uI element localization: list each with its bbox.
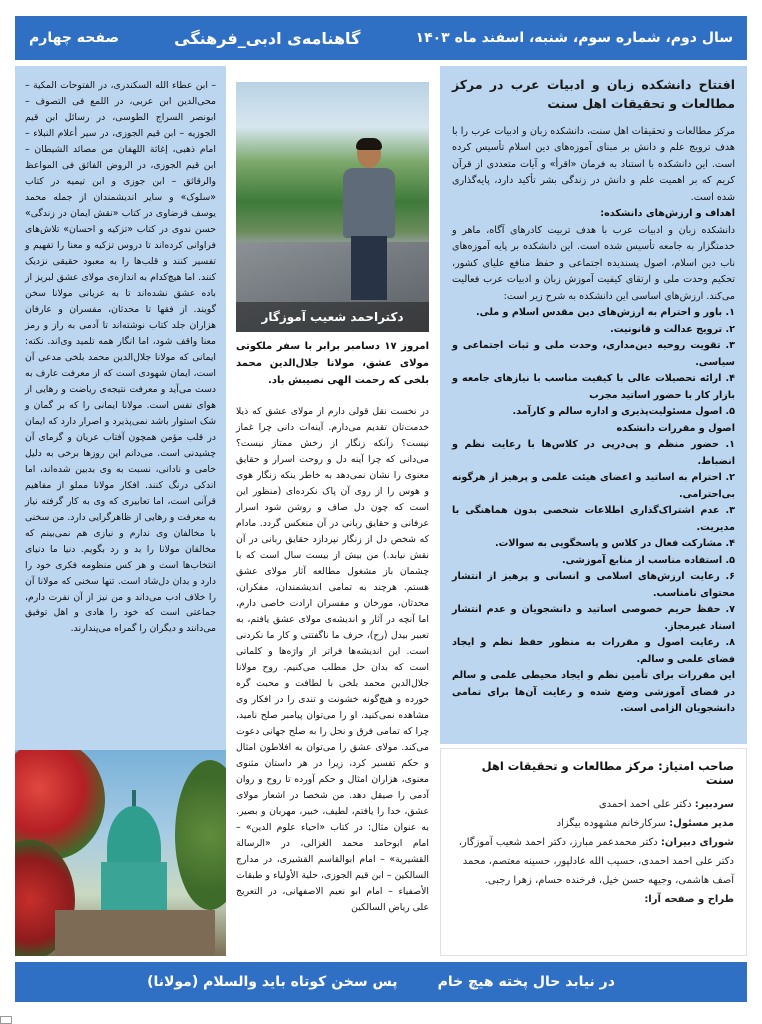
article-intro: مرکز مطالعات و تحقیقات اهل سنت، دانشکده زبان و ادبیات عرب را با هدف ترویج علم و دانش بر مبنای آموزه‌های دین اسلام تأسیس کرده است. این دانشکده با استناد به فرمان «اقرأ» و آیات متعددی از قرآن کریم که بر اهمیت علم و دانش در زندگی بشر تأکید دارد، پایه‌گذاری شده است. xyxy=(452,125,735,203)
article-continuation xyxy=(15,66,226,756)
colophon-owner: صاحب امتیاز: مرکز مطالعات و تحقیقات اهل سنت xyxy=(481,759,734,787)
article-lead: امروز ۱۷ دسامبر برابر با سفر ملکوتی مولای عشق، مولانا جلال‌الدین محمد بلخی که رحمت الهی نصیبش باد. xyxy=(236,341,429,386)
board-row: شورای دبیران: دکتر محمدعمر مبارز، دکتر احمد شعیب آموزگار، دکتر علی احمد احمدی، حسیب الله عادلپور، حسینه معتصم، محمد آصف هاشمی، وجیهه حسن خیل، فرخنده حسام، زهرا رجبی. xyxy=(458,837,734,886)
article-body: در نخست نقل قولی دارم از مولای عشق که ذیلا خدمت‌تان تقدیم می‌دارم. آینه‌ات دانی چرا غماز نیست؟ زآنکه زنگار از رخش ممتاز نیست؟ می‌دانی که چرا آینه دل و روحت اسرار و حقایق معنوی را نشان نمی‌دهد به خاطر ینکه زنگار هوی و هوس را از روی آن پاک نکرده‌ای (منظور این است که چون دل صاف و روشن شود اسرار عرفانی و حقایق ربانی در آن منعکس گردد. مادام که شخص دل از زنگار نپردازد حقایق ربانی در آن نقش نیابد.) من بیش از بیست سال است که با چشمان باز مشغول مطالعه آثار مولای عشق هستم. هرچند به تمامی اندیشمندان، مفکران، محدثان، مورخان و مفسران ارادت خاصی دارم، اما آنچه در آثار و اندیشه‌ی مولای عشق یافتم، به تعبیر بیدل (رح)، حرف ما ناگفتنی و کار ما نکردنی است. این اندیشه‌ها فراتر از واژه‌ها و کلماتی است که بدان حل مطلب می‌کنیم. روح مولانا جلال‌الدین محمد بلخی با لطافت و محبت گره خورده و هیچ‌گونه خشونت و تندی را در افکار وی مشاهده نمی‌کنید. او را می‌توان پیامبر صلح نامید، چرا که تمامی فرق و نحل را به صلح جهانی دعوت می‌کند. مولای عشق را می‌توان به افلاطون امثال و حکم تفسیر کرد، زیرا در هر داستان مثنوی معنوی، هزاران امثال و حکم آورده تا روح و روان آدمی را صیقل دهد. من شخصا در اشعار مولای عشق، خدا را یافتم، لطیف، خبیر، مهربان و بصیر. به عنوان مثال: در کتاب «احیاء علوم الدین» – امام ابوحامد محمد الغزالی، در «الرسالة القشیریة» – امام ابوالقاسم القشیری، در مدارج السالکین – ابن قیم الجوزی، حلیة الأولیاء و طبقات الأصفیاء – امام ابو نعیم الاصفهانی، در التعریج علی ریاض السالکین xyxy=(236,406,429,913)
list-item: ۲. ترویج عدالت و قانونیت. xyxy=(610,323,735,335)
footer-verse-left: پس سخن کوتاه باید والسلام (مولانا) xyxy=(147,974,398,990)
mausoleum-image xyxy=(15,750,226,956)
publication-title: گاهنامه‌ی ادبی_فرهنگی xyxy=(174,28,361,48)
page-number: صفحه چهارم xyxy=(29,30,119,46)
colophon xyxy=(440,748,747,956)
footer-bar xyxy=(15,962,747,1002)
green-dome-icon xyxy=(107,806,161,866)
list-item: ۱. حضور منظم و پی‌درپی در کلاس‌ها با رعایت نظم و انضباط. xyxy=(452,439,735,467)
list-item: ۲. احترام به اساتید و اعضای هیئت علمی و پرهیز از هرگونه بی‌احترامی. xyxy=(452,472,735,500)
corner-mark xyxy=(0,1016,12,1024)
person-figure xyxy=(341,140,397,300)
list-item: ۵. استفاده مناسب از منابع آموزشی. xyxy=(562,554,735,566)
article-mawlana xyxy=(228,66,437,959)
list-item: ۳. تقویت روحیه دین‌مداری، وحدت ملی و ثبات اجتماعی و سیاسی. xyxy=(452,340,735,368)
article-closing: این مقررات برای تأمین نظم و ایجاد محیطی علمی و سالم در فضای آموزشی وضع شده و رعایت آن‌ها برای تمامی دانشجویان الزامی است. xyxy=(452,670,735,714)
list-item: ۶. رعایت ارزش‌های اسلامی و انسانی و پرهیز از انتشار محتوای نامناسب. xyxy=(452,571,735,599)
list-item: ۴. مشارکت فعال در کلاس و پاسخگویی به سوالات. xyxy=(495,538,735,549)
goals-heading: اهداف و ارزش‌های دانشکده: xyxy=(600,208,735,219)
design-row: طراح و صفحه آرا: xyxy=(644,894,734,905)
list-item: ۸. رعایت اصول و مقررات به منظور حفظ نظم و ایجاد فضای علمی و سالم. xyxy=(452,637,735,665)
rules-heading: اصول و مقررات دانشکده xyxy=(616,422,735,434)
continuation-body: – ابن عطاء الله السکندری، در الفتوحات المکیة – محی‌الدین ابن عربی، در اللمع فی التصوف – ابونصر السراج الطوسی، در رسائل ابن قیم الجوزیه – ابن قیم الجوزی، در سیر أعلام النبلاء – امام ذهبی، إغاثة اللهفان من مصائد الشیطان – ابن قیم الجوزی، در الروض الفائق فی المواعظ والرقائق – ابن جوزی و ابن تیمیه در کتاب «سلوک» و سایر اندیشمندان از جمله محمد یوسف قرضاوی در کتاب «نقش ایمان در زندگی» حسن ندوی در کتاب «تزکیه و احسان» تلاش‌های فراوانی کرده‌اند تا دروس تزکیه و معنا را تفهیم و تفسیر کنند و قلب‌ها را به معبود حقیقی نزدیک کنند. اما هیچ‌کدام به اندازه‌ی مولای عشق لبریز از باده عشق نشده‌اند تا به عریانی مولانا سخن گویند. از فقها تا محدثان، مفسران و عارفان هزاران جلد کتاب نوشته‌اند تا آدمی به راز و رمز معنا واقف شود، اما انگار همه تلمید وی‌اند. نکته: ایمانی که مولانا جلال‌الدین محمد بلخی مدعی آن است، ایمان شهودی است که از معرفت عارف به دست می‌آید و معرفت نتیجه‌ی ریاضت و رهایی از هوای نفس است. مولانا ایمانی را که بر گمان و شک استوار باشد نمی‌پذیرد و اصرار دارد که ایمان در قلب مؤمن همچون آفتاب عریان و گرمای آن چشیدنی است. می‌دانم این روزها برخی به دلیل خامی و نادانی، نسبت به وی بدبین شده‌اند، اما اندکی درنگ کنند. افکار مولانا مملو از مفاهیم قرآنی است، اما تعابیری که وی به کار گرفته نیاز به معرفت و رهایی از ظاهرگرایی دارد. من سخنی با مخالفان وی ندارم و نیازی هم نمی‌بینم که مخالفان مولانا را بد و رد بگویم. دنیا ما دنیای انتخاب‌ها است و هر کس منظومه فکری خود را دارد و بدان دل‌شاد است. تنها سخنی که مولانا آن را خلاف ادب می‌داند و من نیز از آن نفرت دارم، جماعتی است که خود را هادی و اهل توفیق می‌دانند و دیگران را گمراه می‌پندارند. xyxy=(25,80,216,635)
article-title: افتتاح دانشکده زبان و ادبیات عرب در مرکز مطالعات و تحقیقات اهل سنت xyxy=(452,77,735,111)
author-photo xyxy=(236,82,429,332)
list-item: ۳. عدم اشتراک‌گذاری اطلاعات شخصی بدون هماهنگی با مدیریت. xyxy=(452,505,735,533)
manager-row: مدیر مسئول: سرکارخانم مشهوده بیگزاد xyxy=(556,818,734,829)
footer-verse-right: در نیابد حال پخته هیچ خام xyxy=(437,974,615,990)
photo-caption: دکتراحمد شعیب آموزگار xyxy=(236,302,429,332)
goals-text: دانشکده زبان و ادبیات عرب با هدف تربیت کادرهای آگاه، ماهر و خدمتگزار به جامعه تأسیس شده است. این دانشکده بر پایه آموزه‌های ناب دین اسلام، اصول پسندیده اجتماعی و حفظ منافع علیای کشور، تحکیم وحدت ملی و ارتقای کیفیت آموزش زبان و ادبیات عرب فعالیت می‌کند. ارزش‌های اساسی این دانشکده به شرح زیر است: xyxy=(452,224,735,302)
list-item: ۷. حفظ حریم خصوصی اساتید و دانشجویان و عدم انتشار اسناد غیرمجاز. xyxy=(452,604,735,632)
issue-info: سال دوم، شماره سوم، شنبه، اسفند ماه ۱۴۰۳ xyxy=(415,30,733,46)
header-bar xyxy=(15,16,747,60)
list-item: ۴. ارائه تحصیلات عالی با کیفیت مناسب با نیازهای جامعه و بازار کار با حضور اساتید مجرب xyxy=(452,373,735,401)
list-item: ۵. اصول مسئولیت‌پذیری و اداره سالم و کارآمد. xyxy=(512,406,735,417)
editor-row: سردبیر: دکتر علی احمد احمدی xyxy=(598,799,734,810)
article-faculty-opening xyxy=(440,66,747,744)
list-item: ۱. باور و احترام به ارزش‌های دین مقدس اسلام و ملی. xyxy=(476,307,735,318)
